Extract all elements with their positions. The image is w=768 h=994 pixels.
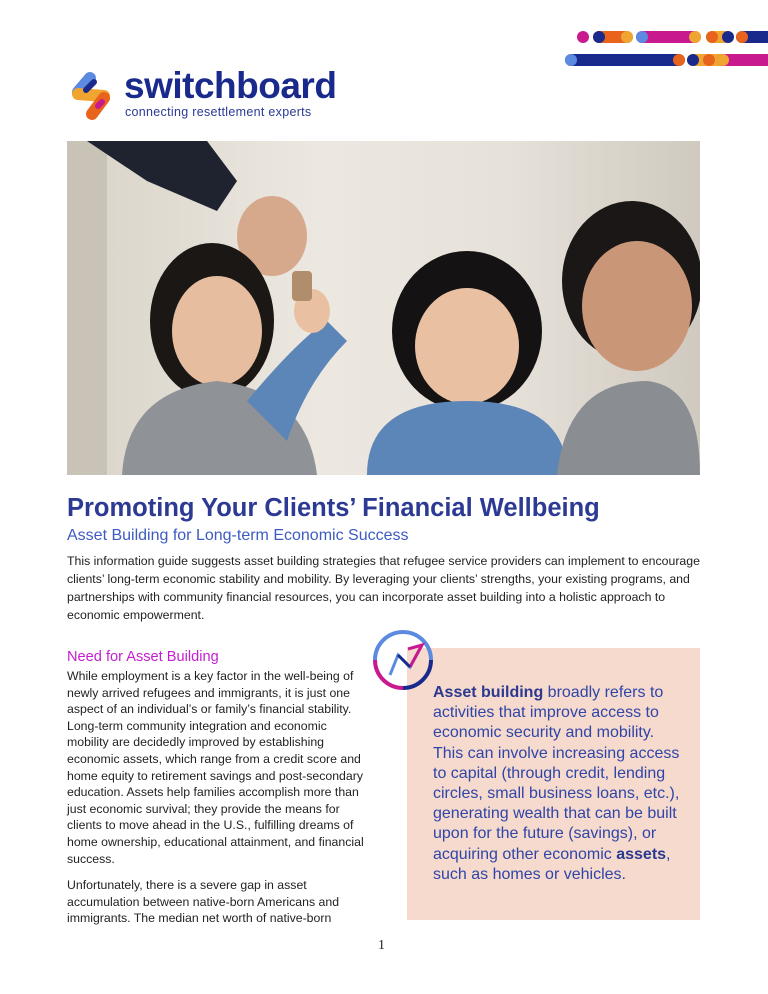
logo-mark-icon <box>68 70 116 122</box>
section-paragraph-2: Unfortunately, there is a severe gap in asset accumulation between native-born Americans and immigrants. The median net worth of native-born <box>67 878 340 926</box>
page-subtitle: Asset Building for Long-term Economic Success <box>67 527 409 544</box>
intro-paragraph: This information guide suggests asset building strategies that refugee service providers can implement to encourage clients’ long-term economic stability and mobility. By leveraging your clients’ strengths, your existing programs, and partnerships with community financial resources, you can incorporate asset building into a holistic approach to economic empowerment. <box>67 554 700 622</box>
callout-text-a: broadly refers to activities that improve access to economic security and mobility. This can involve increasing access to capital (through credit, lending circles, small business loans, etc.), generating wealth that can be built upon for the future (savings), or acquiring other economic <box>433 684 680 863</box>
section-heading: Need for Asset Building <box>67 649 219 665</box>
need-section <box>67 648 367 927</box>
logo-tagline: connecting resettlement experts <box>125 105 312 119</box>
logo-wordmark: switchboard <box>124 65 337 106</box>
callout-term: Asset building <box>433 684 544 701</box>
page-title: Promoting Your Clients’ Financial Wellbeing <box>67 494 600 522</box>
section-paragraph-1: While employment is a key factor in the well-being of newly arrived refugees and immigrants, it is just one aspect of an individual’s or family’s financial stability. Long-term community integration and economic mobility are decidedly improved by establishing economic assets, which range from a credit score and home equity to retirement savings and post-secondary education. Assets help families accomplish more than just economic survival; they provide the means for clients to move ahead in the U.S., fulfilling dreams of home ownership, educational attainment, and financial success. <box>67 669 364 866</box>
title-block <box>67 492 703 624</box>
page-number: 1 <box>378 938 385 953</box>
callout-text <box>433 683 688 885</box>
hero-photo-family-receiving-keys <box>67 141 700 475</box>
callout-text-b: , such as homes or vehicles. <box>433 845 671 883</box>
compass-arrow-icon <box>370 627 436 693</box>
callout-term-assets: assets <box>616 845 667 863</box>
